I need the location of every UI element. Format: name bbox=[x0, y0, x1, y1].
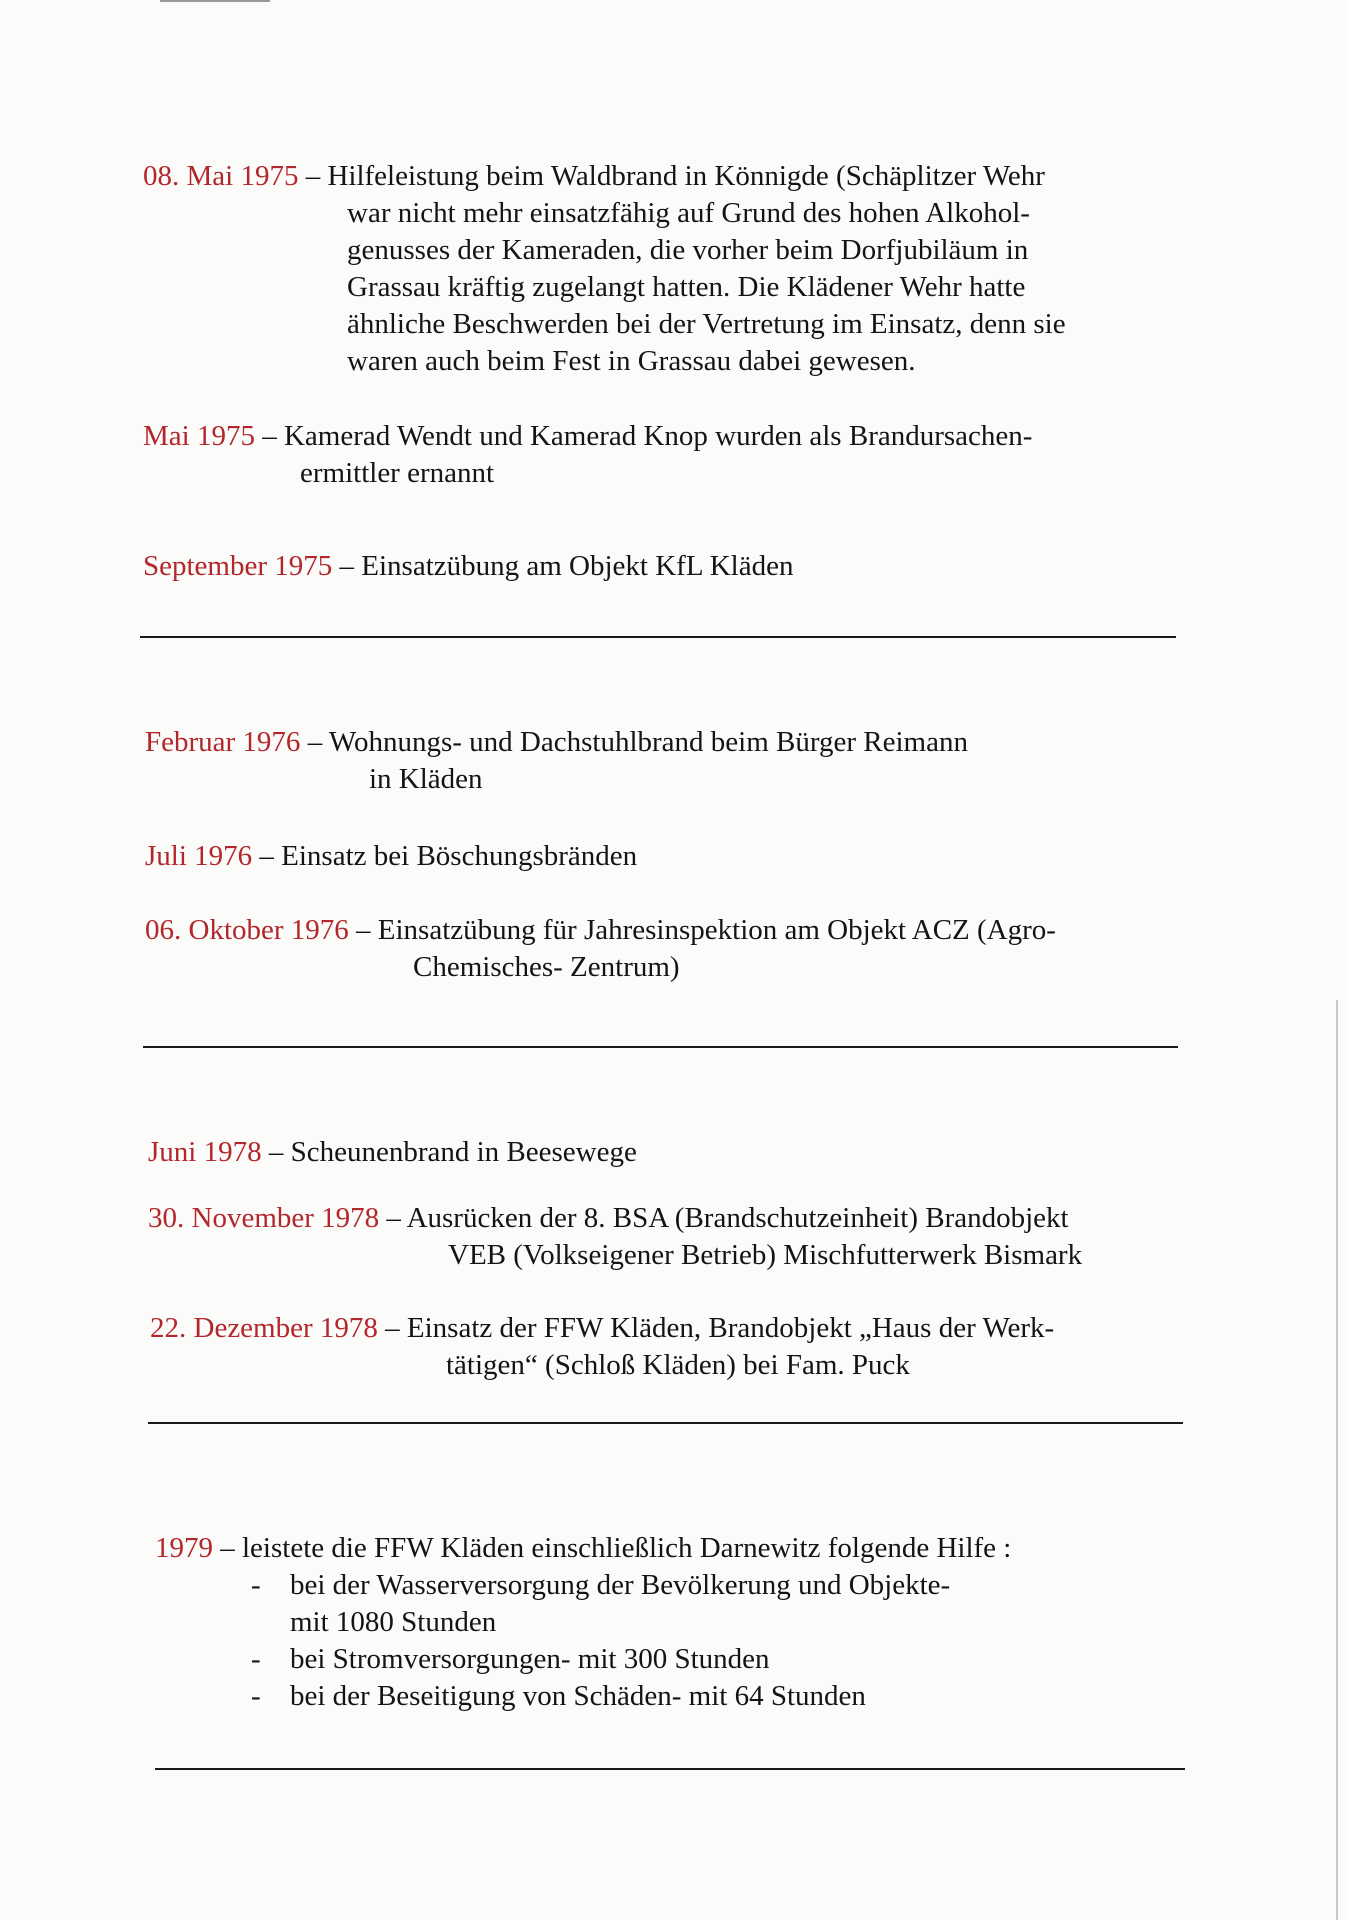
bullet-text-line: bei der Beseitigung von Schäden- mit 64 Stunden bbox=[290, 1680, 866, 1712]
bullet-text-line: bei Stromversorgungen- mit 300 Stunden bbox=[290, 1643, 770, 1675]
section-divider bbox=[155, 1768, 1185, 1770]
entry-date: 30. November 1978 bbox=[148, 1202, 380, 1234]
entry-juni-1978 bbox=[148, 1134, 637, 1171]
scan-edge-mark bbox=[160, 0, 270, 2]
entry-first-line bbox=[143, 418, 1032, 455]
entry-22-dezember-1978 bbox=[150, 1310, 1054, 1384]
entry-date: 1979 bbox=[155, 1532, 213, 1564]
entry-08-mai-1975 bbox=[143, 158, 1066, 380]
entry-1979 bbox=[155, 1530, 1011, 1715]
entry-separator: – bbox=[348, 914, 378, 946]
entry-first-line bbox=[145, 838, 637, 875]
entry-separator: – bbox=[332, 550, 362, 582]
entry-text-line: waren auch beim Fest in Grassau dabei gewesen. bbox=[347, 345, 916, 377]
entry-text-line: Kamerad Wendt und Kamerad Knop wurden als Brandursachen- bbox=[283, 420, 1033, 452]
bullet-text-line: mit 1080 Stunden bbox=[290, 1606, 497, 1638]
section-divider bbox=[140, 636, 1176, 638]
entry-text-line: in Kläden bbox=[369, 763, 483, 795]
entry-text-line: ermittler ernannt bbox=[300, 457, 495, 489]
entry-text-line: tätigen“ (Schloß Kläden) bei Fam. Puck bbox=[446, 1349, 910, 1381]
bullet-dash: - bbox=[251, 1643, 261, 1675]
entry-text-line: leistete die FFW Kläden einschließlich Darnewitz folgende Hilfe : bbox=[242, 1532, 1012, 1564]
entry-text-line: Scheunenbrand in Beesewege bbox=[290, 1136, 637, 1168]
entry-juli-1976 bbox=[145, 838, 637, 875]
entry-separator: – bbox=[377, 1312, 407, 1344]
entry-september-1975 bbox=[143, 548, 793, 585]
entry-separator: – bbox=[252, 840, 282, 872]
entry-text-line: Ausrücken der 8. BSA (Brandschutzeinheit) Brandobjekt bbox=[406, 1202, 1069, 1234]
entry-date: Februar 1976 bbox=[145, 726, 301, 758]
entry-first-line bbox=[148, 1134, 637, 1171]
entry-text-line: Einsatz der FFW Kläden, Brandobjekt „Haus der Werk- bbox=[406, 1312, 1055, 1344]
entry-date: Mai 1975 bbox=[143, 420, 255, 452]
entry-text-line: genusses der Kameraden, die vorher beim Dorfjubiläum in bbox=[347, 234, 1029, 266]
bullet-dash: - bbox=[251, 1680, 261, 1712]
entry-date: 06. Oktober 1976 bbox=[145, 914, 349, 946]
entry-separator: – bbox=[261, 1136, 291, 1168]
entry-date: September 1975 bbox=[143, 550, 333, 582]
entry-first-line bbox=[155, 1530, 1011, 1567]
entry-first-line bbox=[150, 1310, 1054, 1347]
entry-mai-1975 bbox=[143, 418, 1032, 492]
section-divider bbox=[143, 1046, 1178, 1048]
entry-30-november-1978 bbox=[148, 1200, 1082, 1274]
entry-text-line: war nicht mehr einsatzfähig auf Grund des hohen Alkohol- bbox=[347, 197, 1030, 229]
entry-separator: – bbox=[254, 420, 284, 452]
entry-separator: – bbox=[298, 160, 328, 192]
entry-text-line: VEB (Volkseigener Betrieb) Mischfutterwerk Bismark bbox=[448, 1239, 1083, 1271]
entry-separator: – bbox=[379, 1202, 407, 1234]
bullet-item bbox=[155, 1567, 1011, 1641]
entry-date: Juli 1976 bbox=[145, 840, 253, 872]
entry-separator: – bbox=[213, 1532, 242, 1564]
entry-06-oktober-1976 bbox=[145, 912, 1056, 986]
entry-first-line bbox=[143, 548, 793, 585]
entry-first-line bbox=[145, 724, 968, 761]
bullet-item bbox=[155, 1641, 1011, 1678]
bullet-dash: - bbox=[251, 1569, 261, 1601]
entry-text-line: ähnliche Beschwerden bei der Vertretung im Einsatz, denn sie bbox=[347, 308, 1066, 340]
entry-separator: – bbox=[300, 726, 329, 758]
bullet-text-line: bei der Wasserversorgung der Bevölkerung und Objekte- bbox=[290, 1569, 951, 1601]
bullet-item bbox=[155, 1678, 1011, 1715]
scan-edge-shadow bbox=[1336, 1000, 1338, 1920]
entry-text-line: Hilfeleistung beim Waldbrand in Könnigde (Schäplitzer Wehr bbox=[327, 160, 1045, 192]
entry-text-line: Wohnungs- und Dachstuhlbrand beim Bürger Reimann bbox=[328, 726, 968, 758]
entry-februar-1976 bbox=[145, 724, 968, 798]
entry-text-line: Chemisches- Zentrum) bbox=[413, 951, 680, 983]
entry-first-line bbox=[143, 158, 1066, 195]
section-divider bbox=[148, 1422, 1183, 1424]
entry-date: 08. Mai 1975 bbox=[143, 160, 299, 192]
entry-first-line bbox=[148, 1200, 1082, 1237]
entry-text-line: Grassau kräftig zugelangt hatten. Die Klädener Wehr hatte bbox=[347, 271, 1026, 303]
entry-text-line: Einsatzübung für Jahresinspektion am Objekt ACZ (Agro- bbox=[377, 914, 1056, 946]
entry-first-line bbox=[145, 912, 1056, 949]
entry-date: Juni 1978 bbox=[148, 1136, 262, 1168]
entry-text-line: Einsatzübung am Objekt KfL Kläden bbox=[361, 550, 794, 582]
entry-date: 22. Dezember 1978 bbox=[150, 1312, 378, 1344]
entry-text-line: Einsatz bei Böschungsbränden bbox=[281, 840, 638, 872]
